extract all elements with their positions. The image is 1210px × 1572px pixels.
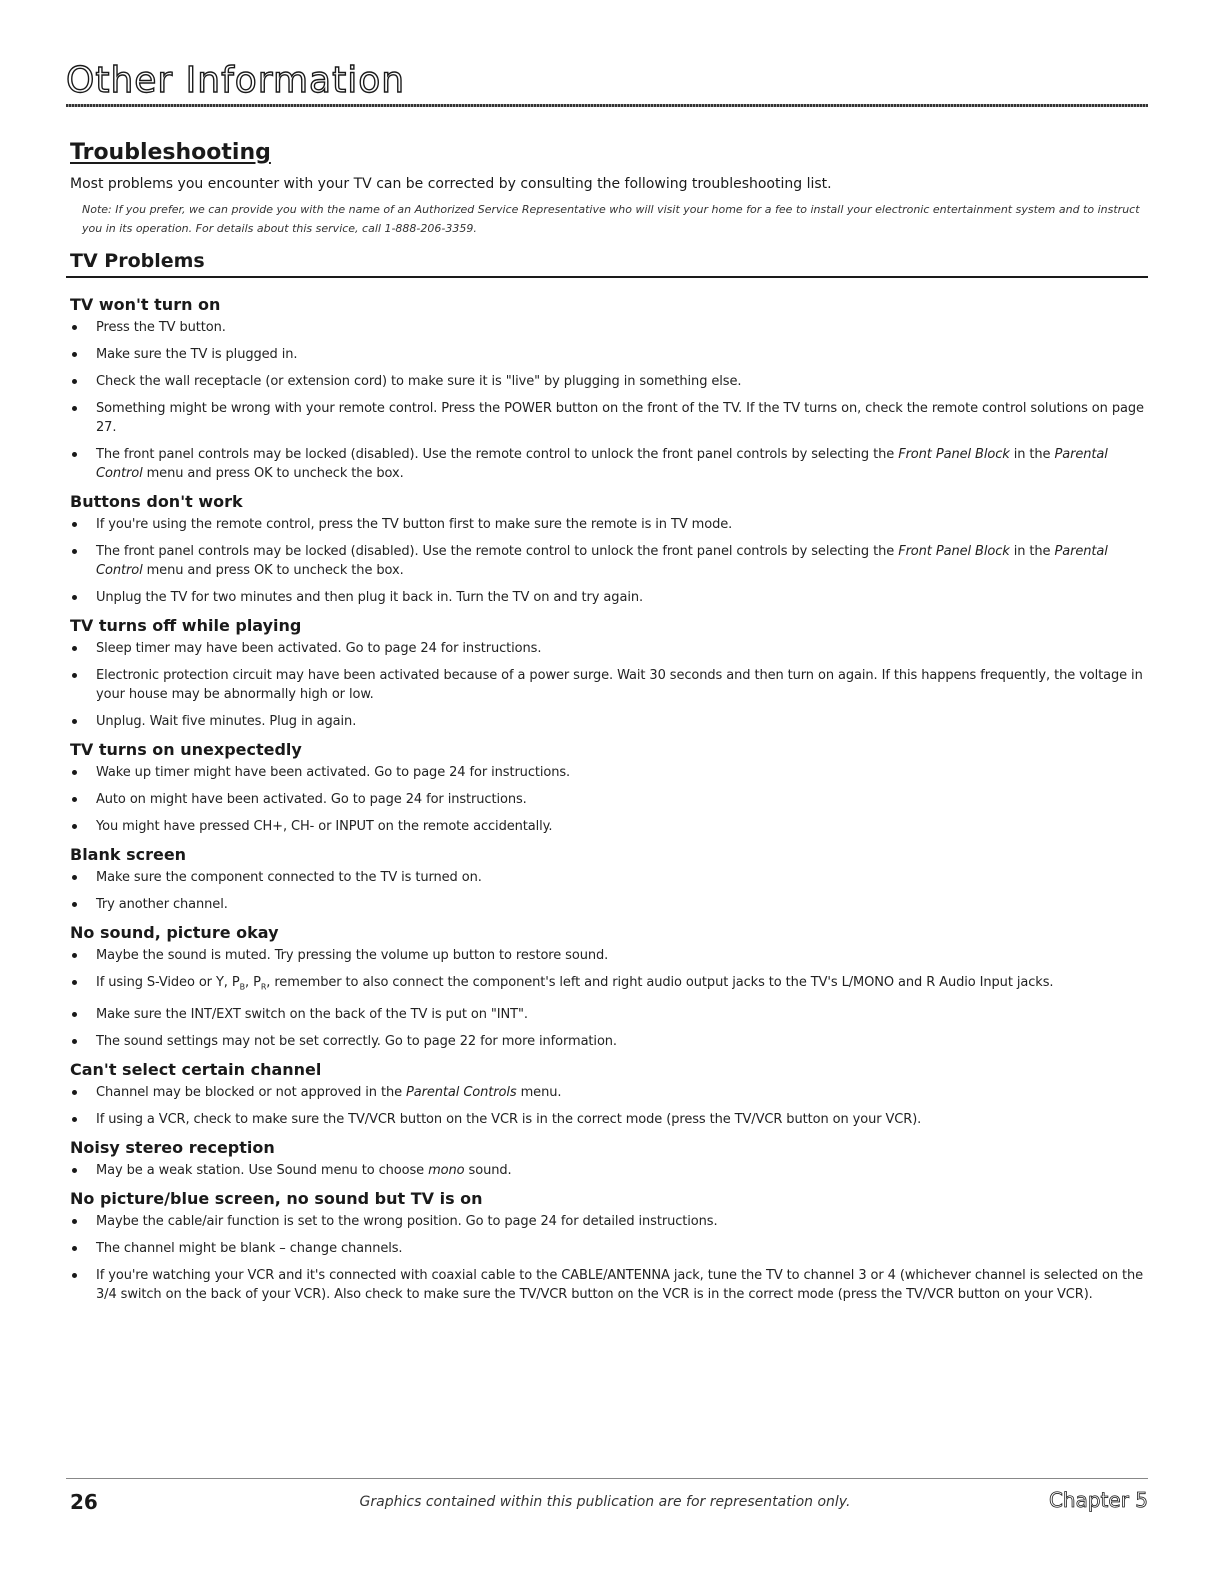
solution-item: Auto on might have been activated. Go to page 24 for instructions. [70,790,1145,809]
problem-title: Blank screen [70,845,187,864]
footer-disclaimer: Graphics contained within this publication are for representation only. [359,1494,851,1510]
solution-item: Press the TV button. [70,318,1145,337]
solution-item: Something might be wrong with your remote control. Press the POWER button on the front of the TV. If the TV turns on, check the remote control solutions on page 27. [70,399,1145,437]
solution-item: If using S-Video or Y, $P_B$, $P_R$, remember to also connect the component's left and right audio output jacks to the TV's L/MONO and R Audio Input jacks. [70,973,1145,997]
solution-item: Check the wall receptacle (or extension cord) to make sure it is "live" by plugging in something else. [70,372,1145,391]
problem-no-sound [70,922,1145,1051]
solution-item: The channel might be blank – change channels. [70,1239,1145,1258]
solution-item: If using a VCR, check to make sure the TV/VCR button on the VCR is in the correct mode (press the TV/VCR button on your VCR). [70,1110,1145,1129]
solution-item: Maybe the sound is muted. Try pressing the volume up button to restore sound. [70,946,1145,965]
problem-blank-screen [70,844,1145,914]
subsection-divider [66,276,1148,278]
problem-title: No sound, picture okay [70,923,279,942]
problem-title: Noisy stereo reception [70,1137,275,1157]
page-number: 26 [70,1490,98,1514]
problem-title: TV turns on unexpectedly [70,740,302,759]
problem-noisy-stereo [70,1137,1145,1180]
solution-item: The front panel controls may be locked (disabled). Use the remote control to unlock the front panel controls by selecting the Front Panel Block in the Parental Control menu and press OK to uncheck the box. [70,542,1145,580]
solution-item: If you're using the remote control, press the TV button first to make sure the remote is in TV mode. [70,515,1145,534]
solution-item: May be a weak station. Use Sound menu to choose mono sound. [70,1161,1145,1180]
chapter-label: Chapter 5 [1048,1488,1148,1512]
section-title: Troubleshooting [70,140,271,165]
solution-item: Unplug. Wait five minutes. Plug in again. [70,712,1145,731]
solution-item: Make sure the component connected to the TV is turned on. [70,868,1145,887]
solution-item: Wake up timer might have been activated. Go to page 24 for instructions. [70,763,1145,782]
solution-item: The sound settings may not be set correctly. Go to page 22 for more information. [70,1032,1145,1051]
solution-item: Make sure the TV is plugged in. [70,345,1145,364]
problem-title: Can't select certain channel [70,1059,322,1079]
solution-item: Electronic protection circuit may have been activated because of a power surge. Wait 30 seconds and then turn on again. If this happens frequently, the voltage in your house may be abnormally high or low. [70,666,1145,704]
troubleshooting-list [70,294,1145,1312]
solution-item: The front panel controls may be locked (disabled). Use the remote control to unlock the front panel controls by selecting the Front Panel Block in the Parental Control menu and press OK to uncheck the box. [70,445,1145,483]
service-note: Note: If you prefer, we can provide you with the name of an Authorized Service Representative who will visit your home for a fee to install your electronic entertainment system and to instruct you in its operation. For details about this service, call 1-888-206-3359. [82,203,1140,235]
problem-cant-select-channel [70,1059,1145,1129]
header-divider [66,104,1148,107]
problem-title: TV won't turn on [70,295,221,314]
solution-item: Unplug the TV for two minutes and then plug it back in. Turn the TV on and try again. [70,588,1145,607]
problem-tv-wont-turn-on [70,294,1145,483]
solution-item: Try another channel. [70,895,1145,914]
footer-divider [66,1478,1148,1479]
solution-item: If you're watching your VCR and it's connected with coaxial cable to the CABLE/ANTENNA jack, tune the TV to channel 3 or 4 (whichever channel is selected on the 3/4 switch on the back of your VCR). Also check to make sure the TV/VCR button on the VCR is in the correct mode (press the TV/VCR button on your VCR). [70,1266,1145,1304]
solution-item: Sleep timer may have been activated. Go to page 24 for instructions. [70,639,1145,658]
page-header-title: Other Information [66,60,406,101]
solution-item: You might have pressed CH+, CH- or INPUT on the remote accidentally. [70,817,1145,836]
intro-paragraph: Most problems you encounter with your TV can be corrected by consulting the following troubleshooting list. [70,176,832,192]
solution-item: Make sure the INT/EXT switch on the back of the TV is put on "INT". [70,1005,1145,1024]
solution-item: Channel may be blocked or not approved in the Parental Controls menu. [70,1083,1145,1102]
problem-no-picture [70,1188,1145,1304]
subsection-title: TV Problems [70,250,205,272]
problem-buttons-dont-work [70,491,1145,607]
problem-tv-turns-off [70,615,1145,731]
problem-title: TV turns off while playing [70,616,302,635]
solution-item: Maybe the cable/air function is set to the wrong position. Go to page 24 for detailed instructions. [70,1212,1145,1231]
problem-title: Buttons don't work [70,492,243,511]
problem-title: No picture/blue screen, no sound but TV is on [70,1188,483,1208]
problem-tv-turns-on-unexpectedly [70,739,1145,836]
